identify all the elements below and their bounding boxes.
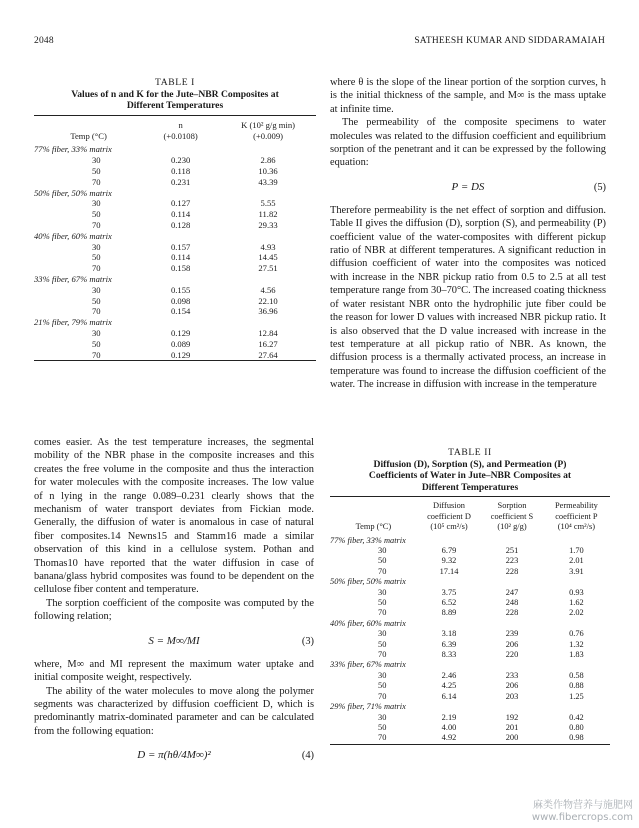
value-cell: 0.114 <box>171 209 191 220</box>
table-2-title-line-1: Diffusion (D), Sorption (S), and Permeation (P) <box>373 458 567 470</box>
table-2-col-s-1: Sorption <box>497 501 527 511</box>
group-label-cell: 33% fiber, 67% matrix <box>330 660 406 670</box>
value-cell: 0.231 <box>170 176 191 187</box>
value-cell: 12.84 <box>258 327 278 338</box>
table-2-label: TABLE II <box>448 447 492 458</box>
right-column-top <box>330 76 606 392</box>
table-row <box>34 242 316 253</box>
table-2-col-p-1: Permeability <box>554 501 598 511</box>
value-cell: 239 <box>505 629 519 639</box>
value-cell: 0.155 <box>170 284 191 295</box>
value-cell: 2.01 <box>569 556 584 566</box>
table-row <box>34 339 316 350</box>
value-cell: 6.39 <box>441 639 457 649</box>
paragraph: The sorption coefficient of the composite was computed by the following relation; <box>34 597 314 623</box>
temperature-cell: 50 <box>378 639 387 649</box>
table-row <box>330 723 610 733</box>
table-row <box>330 733 610 744</box>
value-cell: 0.157 <box>170 241 191 252</box>
equation-5-formula: P = DS <box>451 180 485 193</box>
watermark-line-2: www.fibercrops.com <box>531 812 633 823</box>
value-cell: 223 <box>505 556 519 566</box>
value-cell: 27.64 <box>258 349 278 360</box>
table-1-col-k-err: (+0.009) <box>253 130 283 141</box>
value-cell: 251 <box>505 546 519 555</box>
temperature-cell: 50 <box>378 681 387 691</box>
table-group-label <box>330 619 610 629</box>
temperature-cell: 30 <box>378 587 387 597</box>
table-1-caption <box>34 77 316 112</box>
left-column-bottom <box>34 436 314 772</box>
value-cell: 8.89 <box>441 608 457 618</box>
value-cell: 4.56 <box>260 284 276 295</box>
table-group-label <box>34 188 316 199</box>
table-row <box>34 263 316 274</box>
value-cell: 11.82 <box>258 209 278 220</box>
value-cell: 1.62 <box>569 598 584 608</box>
table-group-label <box>34 274 316 285</box>
table-1-label: TABLE I <box>155 77 195 88</box>
temperature-cell: 30 <box>378 629 387 639</box>
equation-3-number: (3) <box>301 635 314 647</box>
group-label-cell: 50% fiber, 50% matrix <box>330 577 406 587</box>
value-cell: 206 <box>505 681 519 691</box>
table-row <box>330 567 610 577</box>
group-label-cell: 29% fiber, 71% matrix <box>330 702 406 712</box>
table-1-col-n: n <box>178 119 183 130</box>
value-cell: 10.36 <box>258 165 278 176</box>
value-cell: 16.27 <box>258 338 278 349</box>
value-cell: 0.98 <box>569 733 584 743</box>
equation-5-number: (5) <box>593 181 606 193</box>
value-cell: 3.91 <box>569 566 584 576</box>
temperature-cell: 70 <box>92 306 101 317</box>
value-cell: 2.86 <box>260 155 276 166</box>
table-2-title-line-2: Coefficients of Water in Jute–NBR Composites at <box>368 470 572 482</box>
value-cell: 2.02 <box>569 608 584 618</box>
group-label-cell: 50% fiber, 50% matrix <box>34 187 112 198</box>
table-row <box>34 296 316 307</box>
temperature-cell: 70 <box>92 349 101 360</box>
temperature-cell: 50 <box>92 252 101 263</box>
temperature-cell: 50 <box>378 598 387 608</box>
value-cell: 4.92 <box>441 733 457 743</box>
table-2-col-d-1: Diffusion <box>433 501 465 511</box>
table-group-label <box>34 231 316 242</box>
temperature-cell: 70 <box>378 691 387 701</box>
temperature-cell: 70 <box>92 219 101 230</box>
table-row <box>330 629 610 639</box>
table-group-label <box>330 660 610 670</box>
group-label-cell: 21% fiber, 79% matrix <box>34 317 112 328</box>
table-group-label <box>34 141 316 155</box>
value-cell: 0.128 <box>170 219 191 230</box>
temperature-cell: 70 <box>378 650 387 660</box>
value-cell: 5.55 <box>260 198 276 209</box>
value-cell: 8.33 <box>441 650 457 660</box>
value-cell: 4.93 <box>260 241 276 252</box>
watermark-line-1: 麻类作物营养与施肥网 <box>533 800 633 811</box>
table-row <box>330 546 610 556</box>
table-1-col-k: K (10² g/g min) <box>241 119 295 130</box>
temperature-cell: 30 <box>92 284 101 295</box>
value-cell: 203 <box>505 691 519 701</box>
temperature-cell: 70 <box>92 263 101 274</box>
value-cell: 0.93 <box>569 587 584 597</box>
temperature-cell: 70 <box>378 733 387 743</box>
temperature-cell: 50 <box>378 556 387 566</box>
table-1 <box>34 77 316 363</box>
table-row <box>34 328 316 339</box>
equation-3 <box>34 624 314 658</box>
table-row <box>34 166 316 177</box>
temperature-cell: 30 <box>378 712 387 722</box>
table-2-grid <box>330 496 610 746</box>
temperature-cell: 50 <box>92 338 101 349</box>
value-cell: 0.158 <box>170 263 191 274</box>
temperature-cell: 50 <box>92 295 101 306</box>
paragraph: The permeability of the composite specimens to water molecules was related to the diffusion coefficient and equilibrium sorption of the penetrant and it can be expressed by the following equation: <box>330 117 606 169</box>
value-cell: 0.58 <box>569 670 584 680</box>
table-row <box>330 692 610 702</box>
table-row <box>34 209 316 220</box>
value-cell: 17.14 <box>439 566 459 576</box>
value-cell: 3.75 <box>441 587 457 597</box>
value-cell: 233 <box>505 670 519 680</box>
table-1-col-temp: Temp (°C) <box>70 130 107 141</box>
value-cell: 0.129 <box>170 349 191 360</box>
table-1-title-line-1: Values of n and K for the Jute–NBR Composites at <box>71 88 279 100</box>
table-group-label <box>330 702 610 712</box>
paragraph: where, M∞ and MI represent the maximum water uptake and initial composite weight, respectively. <box>34 658 314 684</box>
equation-4 <box>34 738 314 772</box>
table-row <box>34 177 316 188</box>
temperature-cell: 30 <box>92 155 101 166</box>
value-cell: 36.96 <box>258 306 278 317</box>
temperature-cell: 70 <box>378 608 387 618</box>
value-cell: 220 <box>505 650 519 660</box>
value-cell: 206 <box>505 639 519 649</box>
value-cell: 14.45 <box>258 252 278 263</box>
watermark <box>532 800 633 824</box>
table-2-col-temp: Temp (°C) <box>355 522 392 532</box>
running-title: SATHEESH KUMAR AND SIDDARAMAIAH <box>414 36 605 46</box>
equation-4-formula: D = π(hθ/4M∞)² <box>137 749 211 762</box>
value-cell: 2.46 <box>441 670 457 680</box>
table-2-col-p-3: (10⁴ cm²/s) <box>557 522 596 532</box>
value-cell: 9.32 <box>441 556 457 566</box>
table-row <box>34 350 316 361</box>
value-cell: 0.80 <box>569 722 584 732</box>
temperature-cell: 30 <box>378 546 387 555</box>
value-cell: 0.129 <box>170 327 191 338</box>
group-label-cell: 40% fiber, 60% matrix <box>34 230 112 241</box>
value-cell: 0.88 <box>569 681 584 691</box>
value-cell: 3.18 <box>441 629 457 639</box>
value-cell: 2.19 <box>441 712 457 722</box>
value-cell: 22.10 <box>258 295 278 306</box>
value-cell: 0.098 <box>170 295 191 306</box>
table-2-col-d-2: coefficient D <box>427 511 471 521</box>
value-cell: 0.118 <box>171 165 191 176</box>
value-cell: 1.25 <box>569 691 584 701</box>
table-row <box>330 681 610 691</box>
table-2-caption <box>330 447 610 493</box>
value-cell: 29.33 <box>258 219 278 230</box>
value-cell: 1.32 <box>569 639 584 649</box>
value-cell: 6.14 <box>441 691 457 701</box>
group-label-cell: 40% fiber, 60% matrix <box>330 618 406 628</box>
table-row <box>330 588 610 598</box>
table-group-label <box>330 533 610 546</box>
value-cell: 0.114 <box>171 252 191 263</box>
value-cell: 192 <box>505 712 519 722</box>
table-row <box>34 155 316 166</box>
table-2-col-p-2: coefficient P <box>555 511 598 521</box>
value-cell: 4.25 <box>441 681 457 691</box>
table-row <box>330 713 610 723</box>
table-row <box>330 671 610 681</box>
temperature-cell: 50 <box>378 722 387 732</box>
equation-5 <box>330 170 606 204</box>
table-2-col-s-3: (10² g/g) <box>497 522 527 532</box>
value-cell: 0.230 <box>170 155 191 166</box>
value-cell: 248 <box>505 598 519 608</box>
table-row <box>330 556 610 566</box>
paragraph: where θ is the slope of the linear portion of the sorption curves, h is the initial thickness of the sample, and M∞ is the mass uptake at infinite time. <box>330 77 606 115</box>
value-cell: 0.154 <box>170 306 191 317</box>
temperature-cell: 70 <box>378 566 387 576</box>
value-cell: 4.00 <box>441 722 457 732</box>
value-cell: 0.089 <box>170 338 191 349</box>
table-1-title-line-2: Different Temperatures <box>126 100 224 112</box>
group-label-cell: 77% fiber, 33% matrix <box>330 535 406 545</box>
temperature-cell: 50 <box>92 165 101 176</box>
table-row <box>330 650 610 660</box>
equation-4-number: (4) <box>301 750 314 762</box>
value-cell: 228 <box>505 608 519 618</box>
value-cell: 6.52 <box>441 598 457 608</box>
value-cell: 1.70 <box>569 546 584 555</box>
temperature-cell: 30 <box>92 327 101 338</box>
table-row <box>330 608 610 618</box>
paragraph: Therefore permeability is the net effect of sorption and diffusion. Table II gives the diffusion (D), sorption (S), and permeability (P) coefficient value of the water-composites with different pickup ratio of NBR at different temperatures. A significant reduction in diffusion coefficient of water into the composites was noticed with increase in the NBR pickup ratio from 0.5 to 2.5 at all test temperature range from 30–70°C. The increased coating thickness of water resistant NBR onto the hydrophilic jute fiber could be the reason for lower D values with increased NBR pickup ratio. It is also observed that the D value increased with increase in the test temperature at all pickup ratio of NBR. As known, the diffusion process is a thermally activated process, an increase in temperature was found to increase the diffusion coefficient of the water. The increase in diffusion with increase in the temperature <box>330 204 606 391</box>
value-cell: 247 <box>505 587 519 597</box>
table-2-title-line-3: Different Temperatures <box>421 481 519 493</box>
temperature-cell: 50 <box>92 209 101 220</box>
value-cell: 27.51 <box>258 263 278 274</box>
temperature-cell: 30 <box>92 198 101 209</box>
temperature-cell: 30 <box>92 241 101 252</box>
table-row <box>34 285 316 296</box>
table-1-col-n-err: (+0.0108) <box>163 130 198 141</box>
value-cell: 200 <box>505 733 519 743</box>
table-group-label <box>330 577 610 587</box>
temperature-cell: 70 <box>92 176 101 187</box>
equation-3-formula: S = M∞/MI <box>148 634 200 647</box>
table-row <box>330 640 610 650</box>
value-cell: 228 <box>505 566 519 576</box>
table-row <box>34 306 316 317</box>
table-row <box>34 198 316 209</box>
table-group-label <box>34 317 316 328</box>
table-row <box>34 252 316 263</box>
table-1-grid <box>34 115 316 364</box>
paragraph: comes easier. As the test temperature increases, the segmental mobility of the NBR phase in the composite increases and this creates the free volume in the composite and thus the interaction for water molecules with the composite increases. The low value of n lying in the range 0.089–0.231 clearly shows that the mechanism of water transport deviates from Fickian mode. Generally, the diffusion of water is anomalous in case of natural fiber composites.14 Newns15 and Stamm16 made a similar observation of this kind in a cellulose system. Pothan and Thomas10 have reported that the water diffusion in case of banana/glass hybrid composites was found to be dependent on the cellulose fiber content and temperature. <box>34 437 314 596</box>
table-row <box>34 220 316 231</box>
temperature-cell: 30 <box>378 670 387 680</box>
table-2 <box>330 447 610 747</box>
page-number: 2048 <box>34 36 54 46</box>
group-label-cell: 77% fiber, 33% matrix <box>34 144 112 155</box>
value-cell: 6.79 <box>441 546 457 555</box>
table-2-col-s-2: coefficient S <box>490 511 534 521</box>
value-cell: 201 <box>505 722 519 732</box>
table-2-col-d-3: (10⁵ cm²/s) <box>430 522 468 532</box>
group-label-cell: 33% fiber, 67% matrix <box>34 273 112 284</box>
value-cell: 0.127 <box>170 198 191 209</box>
value-cell: 43.39 <box>258 176 278 187</box>
table-row <box>330 598 610 608</box>
paragraph: The ability of the water molecules to move along the polymer segments was characterized by diffusion coefficient D, which is predominantly matrix-dominated parameter and can be calculated from the following equation: <box>34 685 314 737</box>
value-cell: 0.76 <box>569 629 584 639</box>
value-cell: 1.83 <box>569 650 584 660</box>
value-cell: 0.42 <box>569 712 584 722</box>
